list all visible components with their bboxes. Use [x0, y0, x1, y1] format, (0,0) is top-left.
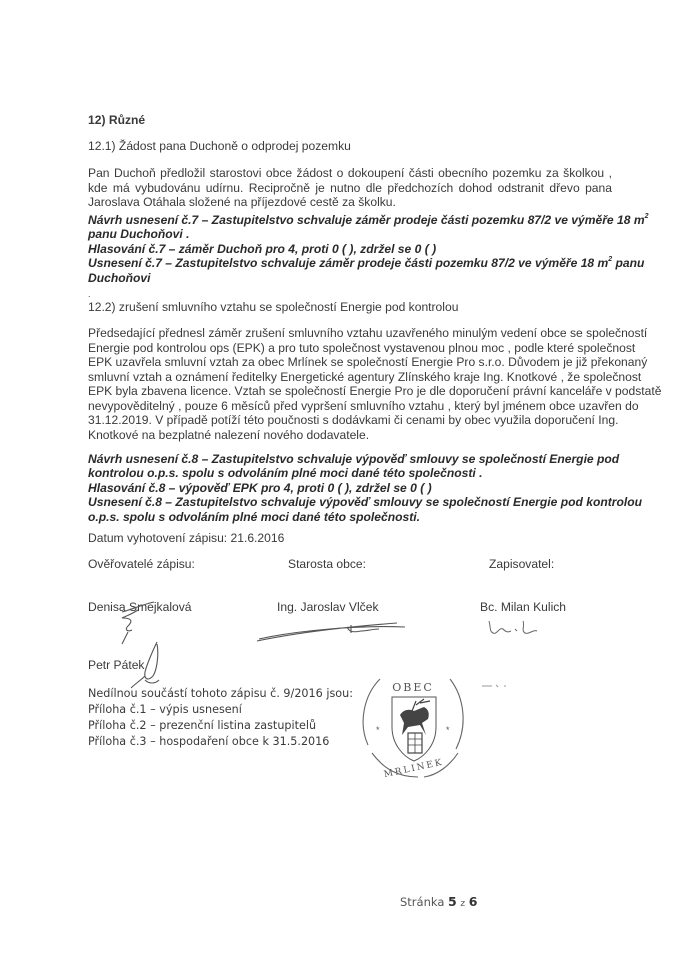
section-heading: 12) Různé [88, 113, 146, 127]
attachments-intro: Nedílnou součástí tohoto zápisu č. 9/2016 jsou: [88, 687, 353, 700]
mayor-label: Starosta obce: [288, 557, 366, 571]
proposal-7-line2: panu Duchoňovi . [88, 227, 190, 241]
signature-vlcek [255, 615, 430, 645]
resolution-8-line1: Usnesení č.8 – Zastupitelstvo schvaluje výpověď smlouvy se společností Energie pod kontrolou [88, 495, 642, 509]
vote-8: Hlasování č.8 – výpověď EPK pro 4, proti 0 ( ), zdržel se 0 ( ) [88, 481, 432, 495]
proposal-8-line1: Návrh usnesení č.8 – Zastupitelstvo schvaluje výpověď smlouvy se společností Energie pod [88, 452, 620, 466]
verifier-name-2: Petr Pátek [88, 658, 145, 672]
proposal-8-line2: kontrolou o.p.s. spolu s odvoláním plné moci dané této společnosti . [88, 466, 483, 480]
stamp-top-text: OBEC [392, 681, 434, 694]
resolution-7-line2: Duchoňovi [88, 271, 151, 285]
subsection-12-1-paragraph: Pan Duchoň předložil starostovi obce žádost o dokoupení části obecního pozemku za školkou , kde má vybudovánu udírnu. Recipročně je nutno dle předchozích dohod odstranit dřevo pana Jaroslava Otáhala složené na příjezdové cestě za školku. [88, 166, 612, 210]
paragraph-12-2-line: smluvní vztah a oznámení ředitelky Energetické agentury Zlínského kraje Ing. Knotkové , že společnost [88, 370, 642, 384]
attachment-item: Příloha č.3 – hospodaření obce k 31.5.2016 [88, 735, 330, 748]
paragraph-12-2-line: EPK byla zbavena licence. Vztah se společností Energie Pro je dle doporučení právní kanceláře v podstatě [88, 384, 662, 398]
municipal-stamp [358, 665, 468, 785]
paragraph-12-2-line: nevypověditelný , pouze 6 měsíců před vypršení smluvního vztahu , který byl jménem obce uzavřen do [88, 399, 639, 413]
paragraph-12-2-line: Energie pod kontrolou ops (EPK) a pro tuto společnost vystavenou plnou moc , podle které společnost [88, 341, 636, 355]
paragraph-12-2-line: Knotkové na bezplatné nalezení nového dodavatele. [88, 428, 370, 442]
subsection-title-12-1: 12.1) Žádost pana Duchoně o odprodej pozemku [88, 139, 351, 153]
verifier-name-1: Denisa Smejkalová [88, 600, 192, 614]
subsection-title-12-2: 12.2) zrušení smluvního vztahu se společností Energie pod kontrolou [88, 300, 459, 314]
signature-kulich [485, 617, 545, 639]
recorder-name: Bc. Milan Kulich [480, 600, 567, 614]
stamp-smudge [480, 682, 510, 690]
resolution-7-line1: Usnesení č.7 – Zastupitelstvo schvaluje záměr prodeje části pozemku 87/2 ve výměře 18 $m^2$ panu [88, 255, 645, 270]
verifiers-label: Ověřovatelé zápisu: [88, 557, 195, 571]
svg-text:*: * [446, 725, 450, 735]
date-line: Datum vyhotovení zápisu: 21.6.2016 [88, 531, 285, 545]
resolution-8-line2: o.p.s. spolu s odvoláním plné moci dané této společnosti. [88, 510, 420, 524]
vote-7: Hlasování č.7 – záměr Duchoň pro 4, proti 0 ( ), zdržel se 0 ( ) [88, 242, 437, 256]
paragraph-12-2-line: EPK uzavřela smluvní vztah za obec Mrlínek se společností Energie Pro s.r.o. Důvodem je již překonaný [88, 355, 648, 369]
recorder-label: Zapisovatel: [489, 557, 555, 571]
mayor-name: Ing. Jaroslav Vlček [277, 600, 379, 614]
attachment-item: Příloha č.2 – prezenční listina zastupitelů [88, 719, 317, 732]
signature-patek [125, 640, 165, 690]
page-number: Stránka 5 z 6 [400, 894, 478, 909]
paragraph-12-2-line: Předsedající přednesl záměr zrušení smluvního vztahu uzavřeného minulým vedení obce se společností [88, 326, 648, 340]
attachment-item: Příloha č.1 – výpis usnesení [88, 703, 242, 716]
paragraph-12-2-line: 31.12.2019. V případě potíží této poučnosti s dodávkami či cenami by obec využila doporučení Ing. [88, 413, 619, 427]
stamp-bottom-text: MRLINEK [383, 757, 445, 781]
stray-dot: . [88, 289, 91, 299]
proposal-7-line1: Návrh usnesení č.7 – Zastupitelstvo schvaluje záměr prodeje části pozemku 87/2 ve výměře 18 $m^2$ [88, 212, 649, 227]
svg-text:*: * [376, 725, 380, 735]
